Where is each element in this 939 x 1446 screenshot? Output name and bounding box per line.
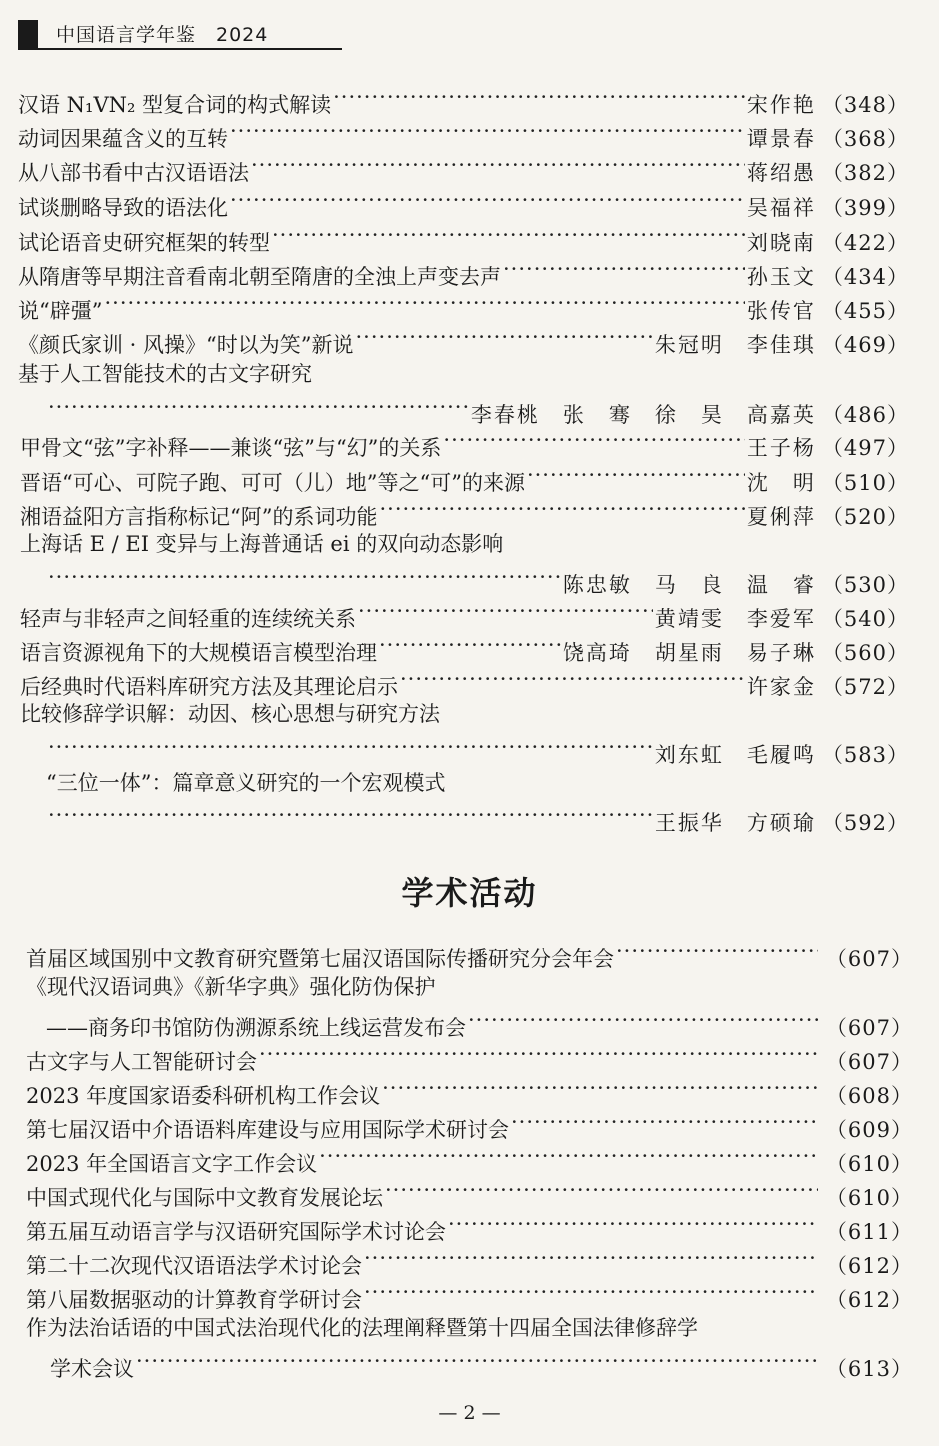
entry-title: 《颜氏家训 · 风操》“时以为笑”新说 [18, 333, 354, 357]
entry-author: 夏俐萍 [746, 505, 816, 529]
entry-page: （368） [821, 127, 909, 151]
toc-entry[interactable] [18, 185, 909, 223]
leader-dots [48, 562, 561, 592]
entry-page: （560） [821, 641, 909, 665]
entry-title: 汉语 N₁VN₂ 型复合词的构式解读 [18, 93, 332, 117]
entry-page: （612） [825, 1254, 913, 1278]
leader-dots [448, 1209, 818, 1239]
entry-author: 宋作艳 [746, 93, 816, 117]
entry-page: （613） [825, 1357, 913, 1381]
leader-dots [259, 1039, 818, 1069]
entry-page: （382） [821, 161, 909, 185]
entry-page: （486） [821, 403, 909, 427]
toc-entry[interactable] [20, 494, 909, 532]
leader-dots [400, 664, 745, 694]
entry-title: 基于人工智能技术的古文字研究 [18, 362, 312, 386]
section-heading: 学术活动 [401, 874, 538, 912]
entry-title: 中国式现代化与国际中文教育发展论坛 [26, 1186, 383, 1210]
entry-title: 第五届互动语言学与汉语研究国际学术讨论会 [26, 1220, 446, 1244]
entry-author: 李春桃 张 骞 徐 昊 高嘉英 [470, 403, 816, 427]
header-title: 中国语言学年鉴 2024 [56, 24, 269, 46]
toc-entry[interactable] [18, 322, 909, 360]
leader-dots [48, 392, 469, 422]
toc-entry[interactable] [26, 936, 913, 974]
entry-title: 首届区域国别中文教育研究暨第七届汉语国际传播研究分会年会 [26, 947, 614, 971]
toc-entry[interactable] [18, 116, 909, 154]
entry-page: （469） [821, 333, 909, 357]
entry-title: 后经典时代语料库研究方法及其理论启示 [20, 675, 398, 699]
entry-page: （611） [825, 1220, 913, 1244]
entry-page: （434） [821, 265, 909, 289]
leader-dots [511, 1107, 818, 1137]
entry-page: （497） [821, 436, 909, 460]
toc-entry[interactable] [20, 460, 909, 498]
toc-entry-continuation[interactable] [50, 1346, 913, 1384]
leader-dots [616, 936, 818, 966]
toc-entry[interactable] [26, 1277, 913, 1315]
entry-author: 王振华 方硕瑜 [654, 811, 816, 835]
entry-title: 语言资源视角下的大规模语言模型治理 [20, 641, 377, 665]
entry-author: 刘晓南 [746, 231, 816, 255]
entry-title: 试谈删略导致的语法化 [18, 196, 228, 220]
toc-entry[interactable] [18, 220, 909, 258]
entry-title: 上海话 E / EI 变异与上海普通话 ei 的双向动态影响 [20, 532, 504, 556]
leader-dots [364, 1277, 818, 1307]
entry-title: 作为法治话语的中国式法治现代化的法理阐释暨第十四届全国法律修辞学 [26, 1316, 698, 1340]
entry-title: 轻声与非轻声之间轻重的连续统关系 [20, 607, 356, 631]
toc-entry[interactable] [26, 1209, 913, 1247]
toc-entry[interactable] [26, 1107, 913, 1145]
entry-title: 古文字与人工智能研讨会 [26, 1050, 257, 1074]
entry-page: （510） [821, 471, 909, 495]
toc-entry[interactable] [26, 1313, 698, 1343]
toc-entry[interactable] [18, 359, 312, 389]
toc-entry[interactable] [20, 699, 440, 729]
entry-title: ——商务印书馆防伪溯源系统上线运营发布会 [46, 1016, 466, 1040]
entry-author: 沈 明 [746, 471, 816, 495]
entry-page: （572） [821, 675, 909, 699]
entry-author: 孙玉文 [746, 265, 816, 289]
entry-title: 试论语音史研究框架的转型 [18, 231, 270, 255]
entry-author: 朱冠明 李佳琪 [654, 333, 816, 357]
toc-entry[interactable] [26, 1073, 913, 1111]
leader-dots [230, 116, 745, 146]
toc-entry[interactable] [20, 664, 909, 702]
entry-page: （612） [825, 1288, 913, 1312]
leader-dots [333, 82, 745, 112]
page-number: — 2 — [438, 1402, 501, 1424]
entry-author: 王子杨 [746, 436, 816, 460]
entry-author: 张传官 [746, 299, 816, 323]
leader-dots [468, 1005, 818, 1035]
entry-page: （610） [825, 1186, 913, 1210]
entry-title: 从隋唐等早期注音看南北朝至隋唐的全浊上声变去声 [18, 265, 501, 289]
entry-author: 许家金 [746, 675, 816, 699]
entry-title: 第八届数据驱动的计算教育学研讨会 [26, 1288, 362, 1312]
toc-entry[interactable] [18, 254, 909, 292]
leader-dots [379, 494, 744, 524]
toc-entry[interactable] [20, 529, 503, 559]
leader-dots [385, 1175, 818, 1205]
leader-dots [379, 630, 561, 660]
entry-author: 刘东虹 毛履鸣 [654, 743, 816, 767]
entry-title: 2023 年全国语言文字工作会议 [26, 1152, 318, 1176]
toc-entry[interactable] [20, 630, 909, 668]
leader-dots [136, 1346, 818, 1376]
entry-title: 《现代汉语词典》《新华字典》强化防伪保护 [26, 975, 436, 999]
entry-page: （592） [821, 811, 909, 835]
toc-entry[interactable] [26, 972, 436, 1002]
leader-dots [230, 185, 745, 215]
entry-author: 谭景春 [746, 127, 816, 151]
entry-page: （530） [821, 573, 909, 597]
entry-author: 吴福祥 [746, 196, 816, 220]
entry-page: （520） [821, 505, 909, 529]
entry-page: （609） [825, 1118, 913, 1142]
leader-dots [382, 1073, 818, 1103]
leader-dots [364, 1243, 818, 1273]
toc-entry[interactable] [18, 288, 909, 326]
running-header [18, 14, 342, 50]
toc-entry[interactable] [26, 1141, 913, 1179]
entry-title: 说“辟彊” [18, 299, 103, 323]
leader-dots [48, 800, 653, 830]
entry-title: 湘语益阳方言指称标记“阿”的系词功能 [20, 505, 378, 529]
header-bar [18, 20, 38, 50]
toc-entry[interactable] [18, 150, 909, 188]
entry-page: （455） [821, 299, 909, 323]
leader-dots [443, 425, 744, 455]
entry-page: （348） [821, 93, 909, 117]
toc-entry[interactable] [20, 596, 909, 634]
toc-entry-continuation[interactable] [46, 732, 909, 770]
entry-page: （610） [825, 1152, 913, 1176]
header-rule [38, 48, 342, 50]
leader-dots [358, 596, 653, 626]
entry-author: 饶高琦 胡星雨 易子琳 [562, 641, 816, 665]
leader-dots [272, 220, 745, 250]
entry-title: “三位一体”：篇章意义研究的一个宏观模式 [46, 771, 446, 795]
leader-dots [104, 288, 744, 318]
entry-title: 2023 年度国家语委科研机构工作会议 [26, 1084, 381, 1108]
toc-entry-continuation[interactable] [46, 800, 909, 838]
toc-entry[interactable] [20, 425, 909, 463]
leader-dots [251, 150, 745, 180]
toc-entry[interactable] [26, 1175, 913, 1213]
entry-page: （583） [821, 743, 909, 767]
entry-title: 甲骨文“弦”字补释——兼谈“弦”与“幻”的关系 [20, 436, 442, 460]
entry-author: 蒋绍愚 [746, 161, 816, 185]
entry-page: （607） [825, 1016, 913, 1040]
entry-page: （607） [825, 1050, 913, 1074]
entry-title: 晋语“可心、可院子跑、可可（儿）地”等之“可”的来源 [20, 471, 525, 495]
entry-author: 黄靖雯 李爱军 [654, 607, 816, 631]
toc-entry[interactable] [26, 1243, 913, 1281]
entry-page: （540） [821, 607, 909, 631]
leader-dots [503, 254, 745, 284]
entry-page: （422） [821, 231, 909, 255]
toc-entry[interactable] [46, 768, 445, 798]
toc-entry-continuation[interactable] [46, 1005, 913, 1043]
entry-page: （607） [825, 947, 913, 971]
leader-dots [527, 460, 745, 490]
entry-title: 动词因果蕴含义的互转 [18, 127, 228, 151]
toc-entry-continuation[interactable] [46, 562, 909, 600]
entry-author: 陈忠敏 马 良 温 睿 [562, 573, 816, 597]
leader-dots [48, 732, 653, 762]
leader-dots [319, 1141, 818, 1171]
entry-title: 第二十二次现代汉语语法学术讨论会 [26, 1254, 362, 1278]
entry-title: 学术会议 [50, 1357, 134, 1381]
toc-entry[interactable] [26, 1039, 913, 1077]
entry-title: 从八部书看中古汉语语法 [18, 161, 249, 185]
leader-dots [356, 322, 653, 352]
entry-page: （399） [821, 196, 909, 220]
entry-title: 比较修辞学识解：动因、核心思想与研究方法 [20, 702, 440, 726]
entry-title: 第七届汉语中介语语料库建设与应用国际学术研讨会 [26, 1118, 509, 1142]
entry-page: （608） [825, 1084, 913, 1108]
toc-entry[interactable] [18, 82, 909, 120]
